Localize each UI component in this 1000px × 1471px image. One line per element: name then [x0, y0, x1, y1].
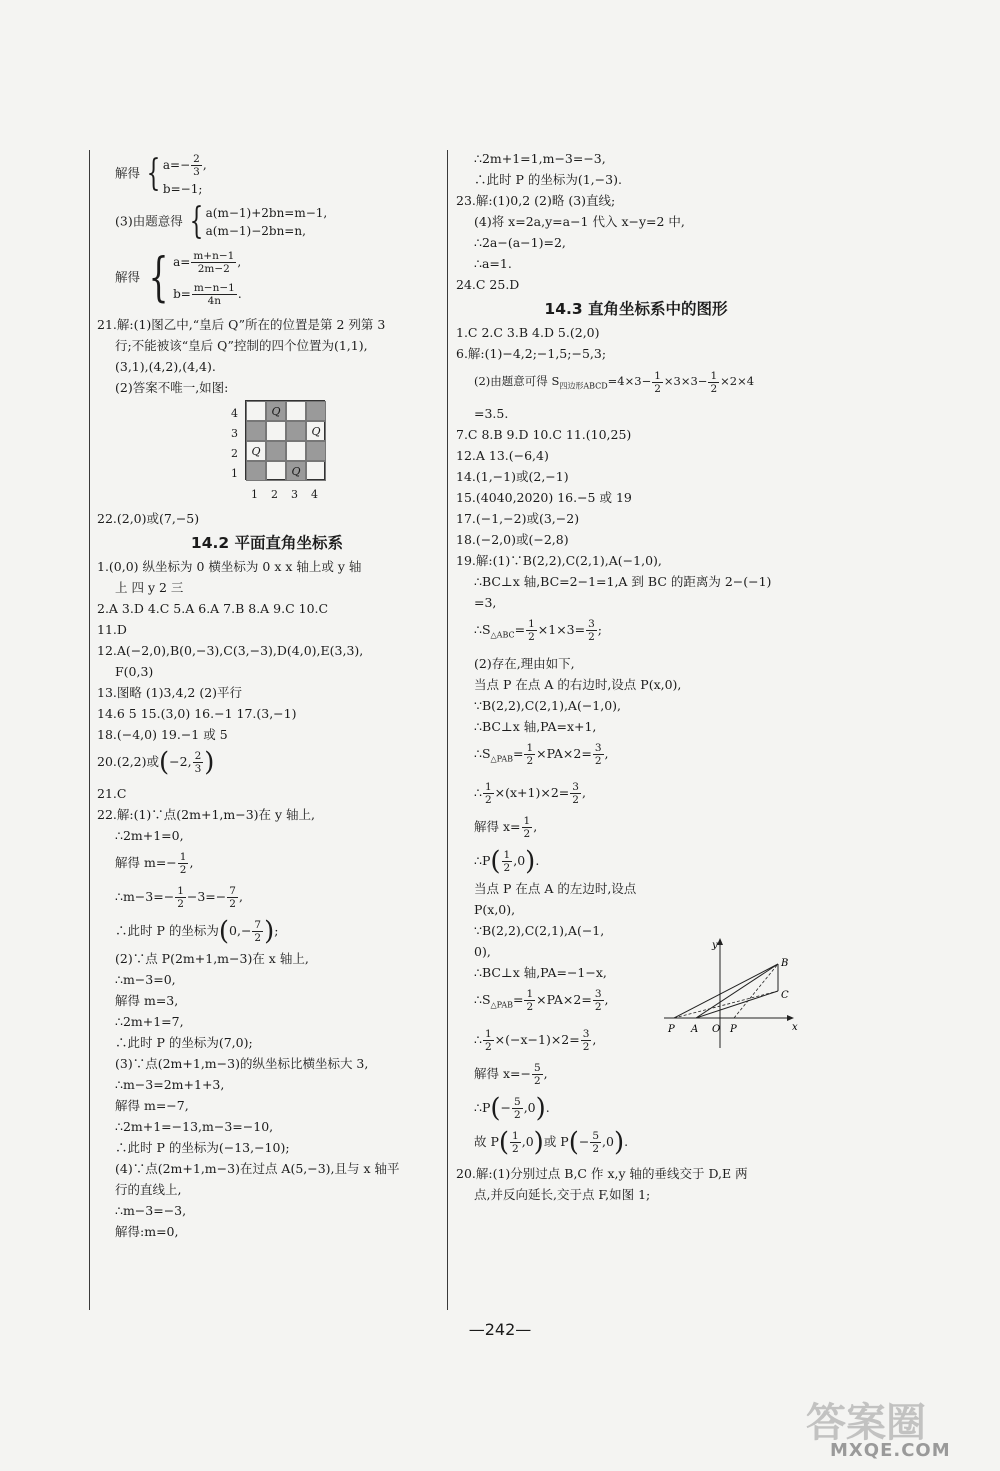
brace: { [189, 201, 204, 242]
label-A: A [691, 1024, 699, 1035]
answer-line: 解得 x= $\frac{1}{2}$ , [474, 815, 538, 841]
text: a=− [162, 158, 191, 172]
fraction: $\frac{1}{2}$ [177, 885, 184, 910]
answer-line: (3)∵点(2m+1,m−3)的纵坐标比横坐标大 3, [115, 1056, 369, 1071]
answer-line: 20.解:(1)分别过点 B,C 作 x,y 轴的垂线交于 D,E 两 [456, 1165, 748, 1181]
answer-line: 11.D [97, 622, 127, 637]
answer-line: 1.(0,0) 纵坐标为 0 横坐标为 0 x x 轴上或 y 轴 [97, 559, 362, 574]
equation-system [187, 201, 328, 242]
grid-cell [286, 441, 306, 461]
fraction: $\frac{m+n-1}{2m-2}$ [193, 250, 235, 275]
grid-cell-queen: Q [246, 441, 266, 461]
answer-line: ∴2m+1=−13,m−3=−10, [115, 1119, 274, 1134]
answer-line: ∴2m+1=7, [115, 1014, 184, 1029]
section-title: 14.2 平面直角坐标系 [190, 534, 344, 552]
answer-line: 行的直线上, [115, 1182, 182, 1197]
answer-line: =3.5. [474, 406, 509, 422]
answer-line: =3, [474, 595, 497, 611]
brace: { [148, 248, 169, 308]
fraction: $\frac{1}{2}$ [710, 369, 718, 395]
answer-line: 1.C 2.C 3.B 4.D 5.(2,0) [456, 325, 600, 340]
answer-line: ∴此时 P 的坐标为(−13,−10); [115, 1140, 290, 1155]
x-tick-label: 3 [291, 488, 298, 501]
answer-line: 14.6 5 15.(3,0) 16.−1 17.(3,−1) [97, 706, 297, 721]
label-B: B [781, 958, 789, 969]
fraction: $\frac{1}{2}$ [179, 851, 187, 876]
watermark-url: MXQE.COM [830, 1440, 951, 1461]
answer-line: 2.A 3.D 4.C 5.A 6.A 7.B 8.A 9.C 10.C [97, 601, 329, 616]
x-tick-label: 2 [271, 488, 278, 501]
answer-line: (3,1),(4,2),(4,4). [115, 359, 216, 374]
fraction: $\frac{1}{2}$ [523, 815, 531, 841]
answer-line: 14.(1,−1)或(2,−1) [456, 469, 569, 485]
equation-system: { a= $\frac{m+n-1}{2m-2}$ , b= $\frac{m-n-1}{4n}$ . [148, 248, 242, 308]
answer-line: ∴m−3=− $\frac{1}{2}$ −3=− $\frac{7}{2}$ , [115, 885, 243, 910]
answer-line: P(x,0), [474, 902, 516, 918]
answer-line: 15.(4040,2020) 16.−5 或 19 [456, 490, 632, 506]
text: 解得 [115, 269, 141, 285]
y-tick-label: 2 [231, 447, 238, 460]
fraction: $\frac{3}{2}$ [594, 741, 602, 767]
answer-line: 解得:m=0, [115, 1224, 179, 1239]
solution-line [97, 201, 437, 242]
watermark-cn-text: 答案圈 [806, 1400, 926, 1446]
fraction: $\frac{1}{2}$ [512, 1129, 519, 1155]
answer-line: 19.解:(1)∵B(2,2),C(2,1),A(−1,0), [456, 553, 662, 569]
answer-line: (4)将 x=2a,y=a−1 代入 x−y=2 中, [474, 214, 685, 229]
answer-line: 0), [474, 944, 491, 960]
left-column [97, 148, 437, 1242]
answer-line: 22.解:(1)∵点(2m+1,m−3)在 y 轴上, [97, 807, 316, 822]
y-tick-label: 4 [231, 407, 238, 420]
grid-cell [306, 401, 326, 421]
fraction: $\frac{1}{2}$ [654, 369, 661, 395]
segment-AB [696, 964, 778, 1018]
answer-line: 23.解:(1)0,2 (2)略 (3)直线; [456, 193, 616, 208]
grid [245, 400, 325, 480]
grid-cell [266, 421, 286, 441]
fraction: $\frac{2}{3}$ [193, 153, 200, 178]
fraction: $\frac{1}{2}$ [484, 781, 492, 807]
solution-line [97, 246, 437, 310]
answer-line: 当点 P 在点 A 的右边时,设点 P(x,0), [474, 676, 682, 692]
grid-cell [266, 441, 286, 461]
x-axis-arrow [787, 1015, 794, 1021]
answer-line: 故 P( $\frac{1}{2}$ ,0)或 P(− $\frac{5}{2}$ ,0). [474, 1127, 629, 1158]
text: b=−1; [162, 182, 203, 196]
answer-line: (2)∵点 P(2m+1,m−3)在 x 轴上, [115, 951, 309, 966]
segment-P2B [734, 964, 778, 1018]
segment-PB [674, 964, 778, 1018]
answer-line: 上 四 y 2 三 [115, 580, 184, 595]
answer-line: ∴2m+1=0, [115, 828, 184, 843]
segment-PC [674, 991, 778, 1018]
answer-line: 解得 x=− $\frac{5}{2}$ , [474, 1061, 548, 1087]
answer-line: 21.解:(1)图乙中,“皇后 Q”所在的位置是第 2 列第 3 [97, 317, 386, 332]
y-axis-arrow [717, 938, 723, 945]
grid-cell-queen: Q [266, 401, 286, 421]
grid-cell [286, 421, 306, 441]
text: a(m−1)+2bn=m−1, [205, 206, 328, 220]
answer-line: 解得 m=−7, [115, 1098, 189, 1113]
fraction: $\frac{1}{2}$ [528, 618, 535, 644]
label-y: y [712, 940, 718, 951]
answer-line: 12.A(−2,0),B(0,−3),C(3,−3),D(4,0),E(3,3), [97, 643, 364, 658]
answer-line: F(0,3) [115, 664, 154, 679]
answer-line: 7.C 8.B 9.D 10.C 11.(10,25) [456, 427, 632, 443]
answer-line: 17.(−1,−2)或(3,−2) [456, 511, 580, 527]
answer-line: (4)∵点(2m+1,m−3)在过点 A(5,−3),且与 x 轴平 [115, 1161, 400, 1176]
label-O: O [712, 1024, 721, 1035]
fraction: $\frac{1}{2}$ [526, 741, 534, 767]
answer-line: 20.(2,2)或(−2, $\frac{2}{3}$ ) [97, 747, 215, 778]
answer-line: ∴此时 P 的坐标为(0,− $\frac{7}{2}$ ); [115, 916, 279, 947]
answer-line: ∵B(2,2),C(2,1),A(−1,0), [474, 697, 622, 713]
answer-line: ∴此时 P 的坐标为(7,0); [115, 1035, 253, 1050]
fraction: $\frac{5}{2}$ [514, 1095, 521, 1121]
answer-line: $\therefore S_{\triangle ABC}=$ $\frac{1}{2}$ ×1×3= $\frac{3}{2}$ ; [474, 618, 603, 644]
answer-line: 21.C [97, 786, 127, 801]
grid-cell [306, 441, 326, 461]
label-P-left: P [668, 1024, 675, 1035]
fraction: $\frac{5}{2}$ [592, 1129, 600, 1155]
fraction: $\frac{5}{2}$ [533, 1061, 541, 1087]
solution-line [97, 150, 437, 198]
x-tick-label: 4 [311, 488, 318, 501]
grid-cell [246, 461, 266, 481]
column-divider [447, 150, 448, 1310]
answer-line: ∴P(− $\frac{5}{2}$ ,0). [474, 1093, 550, 1124]
answer-line: ∵B(2,2),C(2,1),A(−1, [474, 923, 605, 939]
page-number: —242— [468, 1320, 532, 1339]
fraction: $\frac{1}{2}$ [526, 988, 534, 1014]
coordinate-diagram [660, 936, 800, 1056]
answer-line: ∴m−3=2m+1+3, [115, 1077, 225, 1092]
answer-line: ∴BC⊥x 轴,BC=2−1=1,A 到 BC 的距离为 2−(−1) [474, 574, 772, 590]
fraction: $\frac{2}{3}$ [194, 750, 202, 775]
x-tick-label: 1 [251, 488, 258, 501]
grid-cell [246, 421, 266, 441]
answer-line: 18.(−4,0) 19.−1 或 5 [97, 727, 228, 742]
answer-line: 12.A 13.(−6,4) [456, 448, 549, 464]
label-C: C [781, 990, 789, 1001]
fraction: $\frac{3}{2}$ [588, 618, 595, 644]
answer-line: ∴m−3=0, [115, 972, 176, 987]
answer-line: 13.图略 (1)3,4,2 (2)平行 [97, 685, 243, 700]
answer-line: (2)答案不唯一,如图: [115, 380, 229, 395]
answer-line: ∴ $\frac{1}{2}$ ×(−x−1)×2= $\frac{3}{2}$ , [474, 1027, 597, 1053]
answer-line: 22.(2,0)或(7,−5) [97, 511, 200, 526]
grid-cell [306, 461, 326, 481]
fraction: $\frac{m-n-1}{4n}$ [193, 282, 235, 307]
fraction: $\frac{1}{2}$ [484, 1027, 492, 1053]
answer-line: $\therefore S_{\triangle PAB}=$ $\frac{1}{2}$ ×PA×2= $\frac{3}{2}$ , [474, 988, 609, 1014]
y-tick-label: 3 [231, 427, 238, 440]
left-margin-rule [89, 150, 90, 1310]
label-x: x [792, 1022, 798, 1033]
queen-grid-figure [227, 400, 347, 508]
text: a(m−1)−2bn=n, [205, 224, 306, 238]
answer-line: ∴m−3=−3, [115, 1203, 187, 1218]
grid-cell-queen: Q [286, 461, 306, 481]
grid-cell [286, 401, 306, 421]
fraction: $\frac{1}{2}$ [503, 849, 511, 875]
answer-line: 24.C 25.D [456, 277, 520, 292]
text: (3)由题意得 [115, 213, 183, 229]
y-tick-label: 1 [231, 467, 238, 480]
label-P-right: P [730, 1024, 737, 1035]
answer-line: ∴此时 P 的坐标为(1,−3). [474, 172, 622, 187]
answer-line: ∴2m+1=1,m−3=−3, [474, 151, 606, 166]
answer-line: (2)由题意可得 $S_{四边形ABCD}=4\times 3-$ $\frac{1}{2}$ ×3×3− $\frac{1}{2}$ ×2×4 [474, 369, 755, 395]
grid-cell [266, 461, 286, 481]
answer-line: ∴BC⊥x 轴,PA=−1−x, [474, 965, 607, 981]
answer-line: 行;不能被该“皇后 Q”控制的四个位置为(1,1), [115, 338, 368, 353]
fraction: $\frac{3}{2}$ [582, 1027, 590, 1053]
answer-line: (2)存在,理由如下, [474, 655, 575, 671]
fraction: $\frac{3}{2}$ [594, 988, 602, 1014]
answer-line: 当点 P 在点 A 的左边时,设点 [474, 881, 637, 897]
answer-line: 解得 m=3, [115, 993, 179, 1008]
answer-line: ∴a=1. [474, 256, 512, 271]
equation-system: { a=− $\frac{2}{3}$ , b=−1; [146, 153, 207, 196]
answer-line: $\therefore S_{\triangle PAB}=$ $\frac{1}{2}$ ×PA×2= $\frac{3}{2}$ , [474, 741, 609, 767]
brace: { [146, 153, 161, 194]
answer-line: ∴BC⊥x 轴,PA=x+1, [474, 718, 597, 734]
answer-line: ∴ $\frac{1}{2}$ ×(x+1)×2= $\frac{3}{2}$ , [474, 781, 586, 807]
answer-line: 18.(−2,0)或(−2,8) [456, 532, 569, 548]
answer-line: 解得 m=− $\frac{1}{2}$ , [115, 851, 194, 876]
fraction: $\frac{7}{2}$ [229, 885, 236, 910]
answer-line: ∴2a−(a−1)=2, [474, 235, 566, 250]
section-title: 14.3 直角坐标系中的图形 [544, 300, 728, 318]
text: 解得 [115, 165, 141, 181]
grid-cell [246, 401, 266, 421]
grid-cell-queen: Q [306, 421, 326, 441]
fraction: $\frac{3}{2}$ [572, 781, 579, 807]
answer-line: ∴P( $\frac{1}{2}$ ,0). [474, 846, 540, 877]
answer-line: 6.解:(1)−4,2;−1,5;−5,3; [456, 346, 607, 361]
answer-line: 点,并反向延长,交于点 F,如图 1; [474, 1186, 651, 1202]
fraction: $\frac{7}{2}$ [254, 919, 262, 944]
